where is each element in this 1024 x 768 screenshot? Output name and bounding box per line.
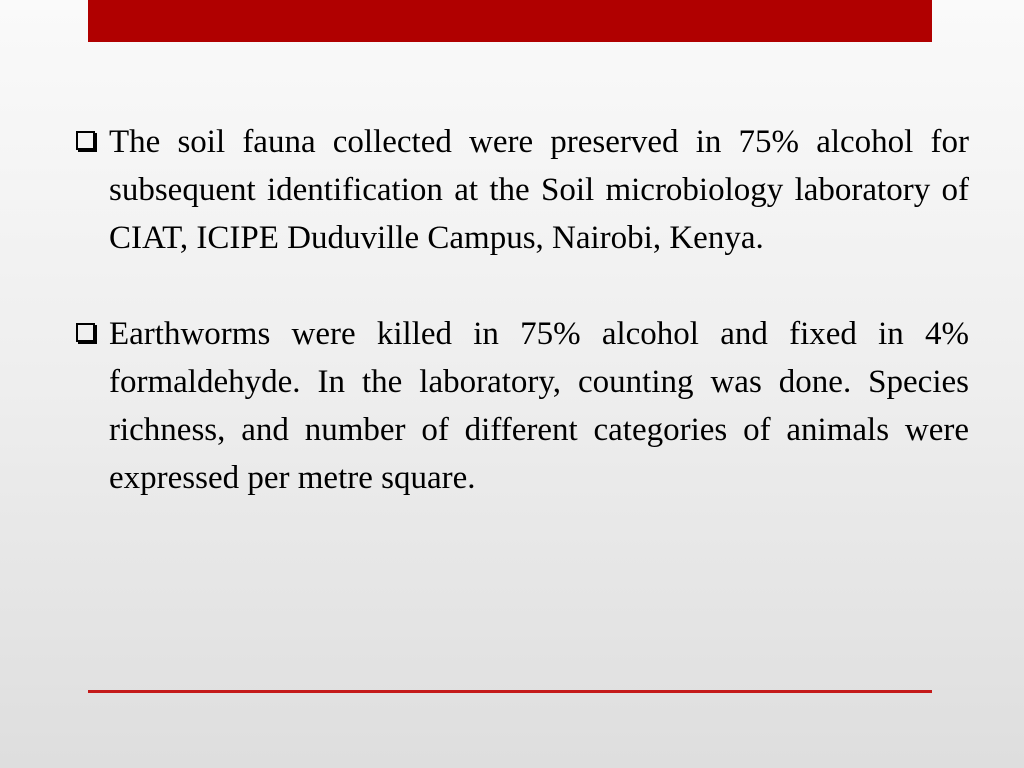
bullet-text: The soil fauna collected were preserved in 75% alcohol for subsequent identification at the Soil microbiology laboratory of CIAT, ICIPE Duduville Campus, Nairobi, Kenya. [109,124,969,256]
bullet-text: Earthworms were killed in 75% alcohol and fixed in 4% formaldehyde. In the laboratory, counting was done. Species richness, and number of different categories of animals were expressed per metre square. [109,316,969,496]
top-accent-bar [88,0,932,42]
checkbox-icon [76,131,95,150]
bottom-divider-line [88,690,932,693]
bullet-item [76,310,969,502]
checkbox-icon [76,323,95,342]
slide-content [76,118,969,502]
bullet-item [76,118,969,262]
